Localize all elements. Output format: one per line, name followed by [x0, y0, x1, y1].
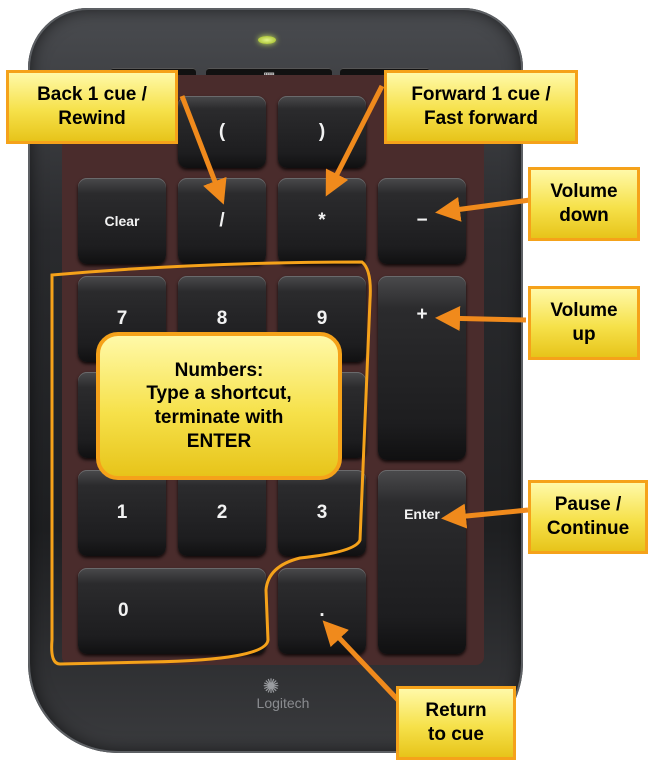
key-label: 2: [216, 502, 228, 523]
key-label: 3: [316, 502, 328, 523]
callout-pause: Pause / Continue: [528, 480, 648, 554]
key-label: *: [318, 210, 326, 231]
arrow-back: [182, 96, 222, 200]
key-label: Clear: [104, 213, 140, 229]
arrow-return: [326, 624, 398, 700]
callout-numbers: Numbers: Type a shortcut, terminate with ENTER: [96, 332, 342, 480]
arrow-forward: [328, 86, 382, 192]
arrow-vol-down: [440, 200, 530, 212]
key-label: 0: [118, 600, 129, 621]
key-label: −: [416, 210, 428, 231]
key-label: 7: [116, 308, 128, 329]
callout-volume-down: Volume down: [528, 167, 640, 241]
arrow-vol-up: [440, 318, 526, 320]
arrow-pause: [446, 510, 528, 518]
brand-label: Logitech: [256, 695, 310, 711]
key-label: /: [219, 210, 225, 231]
callout-back: Back 1 cue / Rewind: [6, 70, 178, 144]
key-label: 9: [316, 308, 328, 329]
key-label: 1: [116, 502, 128, 523]
key-label: ): [318, 121, 326, 142]
key-label: +: [416, 304, 428, 325]
logitech-logo-icon: ✺: [262, 676, 280, 698]
key-label: Enter: [404, 506, 440, 522]
callout-return: Return to cue: [396, 686, 516, 760]
callout-forward: Forward 1 cue / Fast forward: [384, 70, 578, 144]
key-label: .: [319, 600, 325, 621]
callout-volume-up: Volume up: [528, 286, 640, 360]
key-label: 8: [216, 308, 228, 329]
key-label: (: [218, 121, 226, 142]
